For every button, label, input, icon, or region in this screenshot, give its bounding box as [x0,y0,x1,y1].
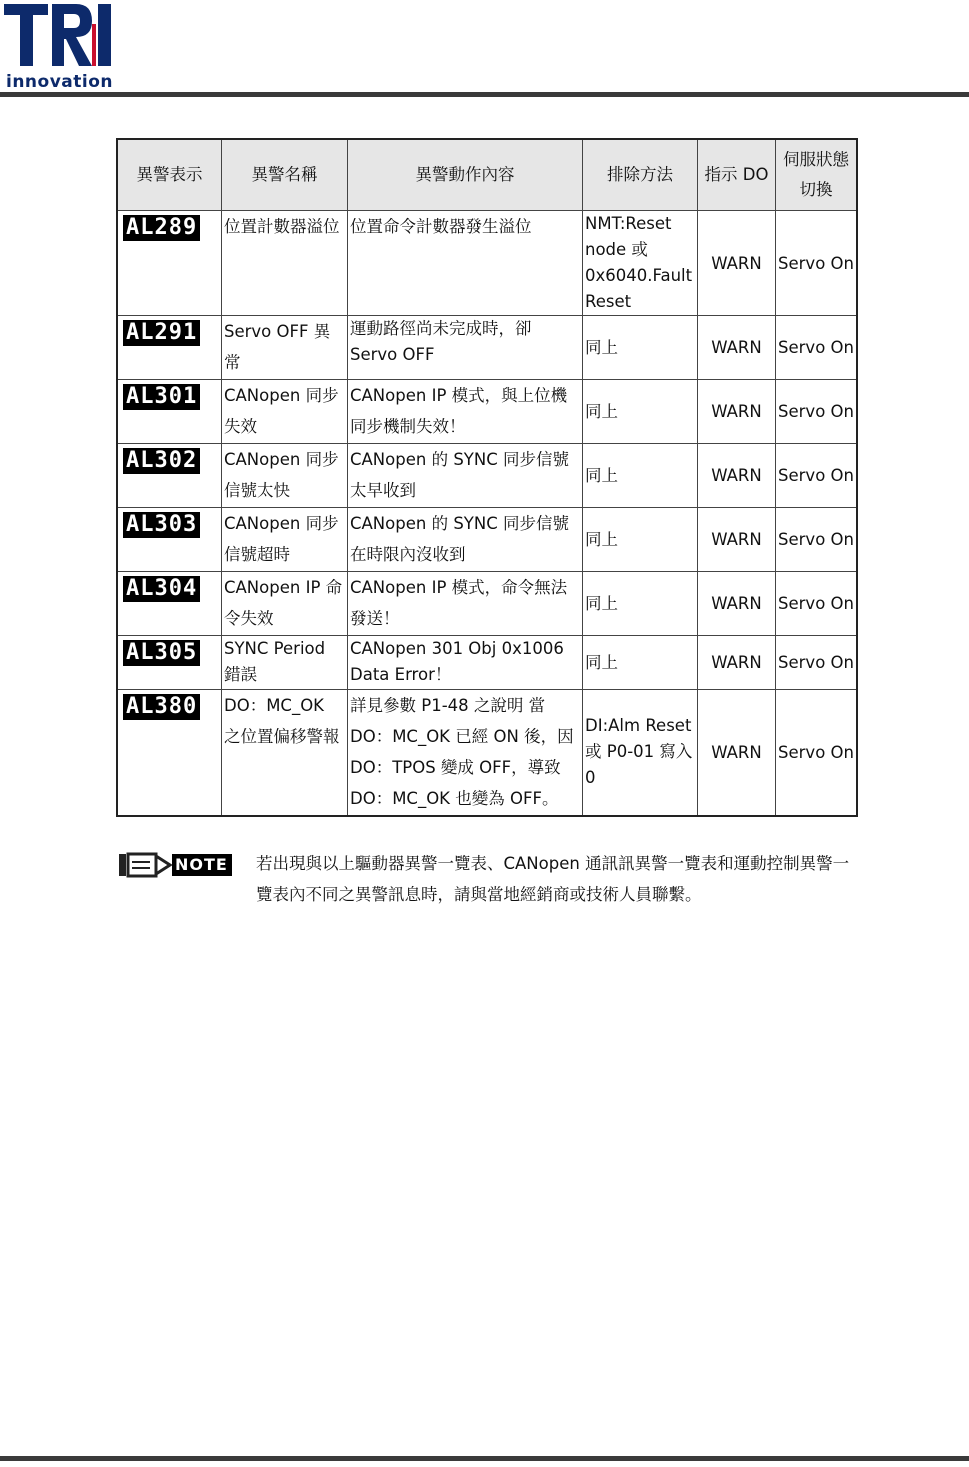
alarm-name: SYNC Period 錯誤 [222,636,348,690]
alarm-servo: Servo On [776,211,858,316]
alarm-name: DO：MC_OK 之位置偏移警報 [222,690,348,816]
alarm-code-display: AL291 [123,320,200,346]
alarm-fix: 同上 [583,636,698,690]
alarm-servo: Servo On [776,380,858,444]
alarm-servo: Servo On [776,636,858,690]
alarm-servo: Servo On [776,572,858,636]
header-cell: 異警表示 [117,139,222,211]
alarm-fix: 同上 [583,380,698,444]
alarm-do: WARN [698,380,776,444]
header-cell: 異警名稱 [222,139,348,211]
header-cell: 伺服狀態切換 [776,139,858,211]
alarm-code-display: AL301 [123,384,200,410]
alarm-action: 運動路徑尚未完成時，卻 Servo OFF [348,316,583,380]
alarm-name: Servo OFF 異常 [222,316,348,380]
header-rule [0,92,969,97]
alarm-name: 位置計數器溢位 [222,211,348,316]
alarm-fix: 同上 [583,508,698,572]
alarm-servo: Servo On [776,444,858,508]
footer-rule [0,1456,969,1461]
table-row [117,211,857,316]
table-row [117,316,857,380]
alarm-servo: Servo On [776,316,858,380]
table-row [117,572,857,636]
alarm-do: WARN [698,690,776,816]
alarm-name: CANopen 同步失效 [222,380,348,444]
alarm-name: CANopen 同步信號太快 [222,444,348,508]
alarm-table [116,138,858,817]
alarm-code-display: AL289 [123,215,200,241]
alarm-action: CANopen 的 SYNC 同步信號太早收到 [348,444,583,508]
alarm-do: WARN [698,572,776,636]
alarm-do: WARN [698,211,776,316]
alarm-action: 位置命令計數器發生溢位 [348,211,583,316]
table-row [117,508,857,572]
alarm-fix: 同上 [583,444,698,508]
alarm-code-display: AL380 [123,694,200,720]
alarm-fix: NMT:Reset node 或 0x6040.Fault Reset [583,211,698,316]
alarm-do: WARN [698,316,776,380]
alarm-code-display: AL302 [123,448,200,474]
alarm-action: CANopen 301 Obj 0x1006 Data Error！ [348,636,583,690]
alarm-fix: 同上 [583,572,698,636]
alarm-action: CANopen 的 SYNC 同步信號在時限內沒收到 [348,508,583,572]
alarm-name: CANopen IP 命令失效 [222,572,348,636]
header-cell: 異警動作內容 [348,139,583,211]
alarm-servo: Servo On [776,508,858,572]
alarm-fix: DI:Alm Reset 或 P0-01 寫入 0 [583,690,698,816]
alarm-servo: Servo On [776,690,858,816]
alarm-action: CANopen IP 模式，命令無法發送！ [348,572,583,636]
note-badge [118,850,232,880]
company-logo [4,4,119,90]
alarm-do: WARN [698,636,776,690]
note-text: 若出現與以上驅動器異警一覽表、CANopen 通訊訊異警一覽表和運動控制異警一覽表內不同之異警訊息時，請與當地經銷商或技術人員聯繫。 [256,854,850,904]
table-row [117,444,857,508]
table-row [117,636,857,690]
alarm-action: 詳見參數 P1-48 之說明 當 DO：MC_OK 已經 ON 後，因 DO：TPOS 變成 OFF，導致 DO：MC_OK 也變為 OFF。 [348,690,583,816]
header-cell: 排除方法 [583,139,698,211]
alarm-action: CANopen IP 模式，與上位機同步機制失效！ [348,380,583,444]
table-header-row [117,139,857,211]
table-row [117,380,857,444]
alarm-code-display: AL303 [123,512,200,538]
alarm-do: WARN [698,444,776,508]
alarm-do: WARN [698,508,776,572]
alarm-fix: 同上 [583,316,698,380]
alarm-code-display: AL304 [123,576,200,602]
logo-tagline: innovation [6,72,113,92]
header-cell: 指示 DO [698,139,776,211]
alarm-code-display: AL305 [123,640,200,666]
alarm-name: CANopen 同步信號超時 [222,508,348,572]
note-label: NOTE [175,855,228,874]
table-row [117,690,857,816]
